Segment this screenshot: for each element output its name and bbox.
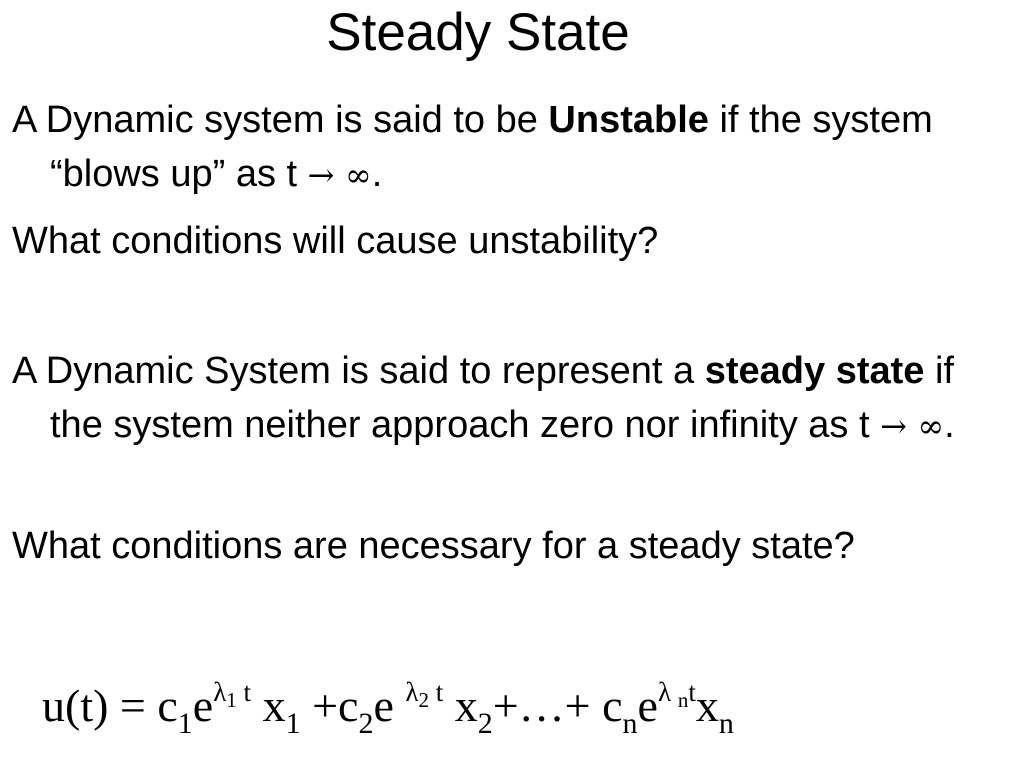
term-steady-state: steady state [704, 350, 925, 392]
coefficient-c: c [602, 680, 623, 731]
subscript: 1 [177, 707, 193, 740]
paragraph-steady-state-definition [12, 344, 1012, 453]
vector-x: x [454, 680, 478, 731]
subscript: 2 [358, 707, 374, 740]
subscript: n [718, 707, 734, 740]
text-fragment: A Dynamic System is said to represent a [12, 350, 705, 392]
plus-sign: + [492, 680, 519, 731]
variable-t: t [243, 677, 252, 707]
variable-t: t [435, 677, 444, 707]
slide-title: Steady State [326, 3, 630, 62]
term-unstable: Unstable [548, 99, 709, 141]
text-fragment: A Dynamic system is said to be [12, 99, 549, 141]
arrow-symbol: → [307, 156, 335, 194]
exponent [213, 677, 252, 712]
lambda-symbol: λ [405, 677, 419, 707]
subscript: 2 [418, 688, 429, 712]
paragraph-unstable-definition [12, 93, 1012, 202]
plus-sign: + [564, 680, 591, 731]
infinity-symbol: ∞ [345, 156, 372, 194]
text-fragment: if the system neither approach zero nor infinity as t [50, 350, 954, 446]
ellipsis: … [518, 680, 565, 731]
text-fragment: if the system “blows up” as t [50, 99, 933, 195]
paragraph-unstability-question: What conditions will cause unstability? [12, 220, 659, 262]
equation-lhs: u(t) = [42, 680, 158, 731]
subscript: n [677, 688, 689, 712]
subscript: 2 [477, 707, 493, 740]
lambda-symbol: λ [657, 677, 672, 707]
coefficient-c: c [157, 680, 178, 731]
exponential-e: e [373, 680, 394, 731]
plus-sign: + [312, 680, 339, 731]
vector-x: x [695, 680, 719, 731]
subscript: 1 [226, 688, 237, 712]
infinity-symbol: ∞ [917, 407, 945, 445]
vector-x: x [262, 680, 286, 731]
subscript: n [622, 707, 638, 740]
variable-t: t [688, 677, 696, 707]
exponential-e: e [637, 680, 658, 731]
text-fragment: . [371, 153, 383, 195]
exponent [657, 677, 696, 712]
paragraph-steady-state-question: What conditions are necessary for a steady state? [12, 525, 855, 567]
arrow-symbol: → [880, 407, 907, 445]
subscript: 1 [285, 707, 301, 740]
exponent [405, 677, 444, 712]
lambda-symbol: λ [213, 677, 227, 707]
coefficient-c: c [338, 680, 359, 731]
solution-equation [42, 662, 734, 754]
exponential-e: e [192, 680, 214, 731]
text-fragment: . [944, 404, 955, 446]
